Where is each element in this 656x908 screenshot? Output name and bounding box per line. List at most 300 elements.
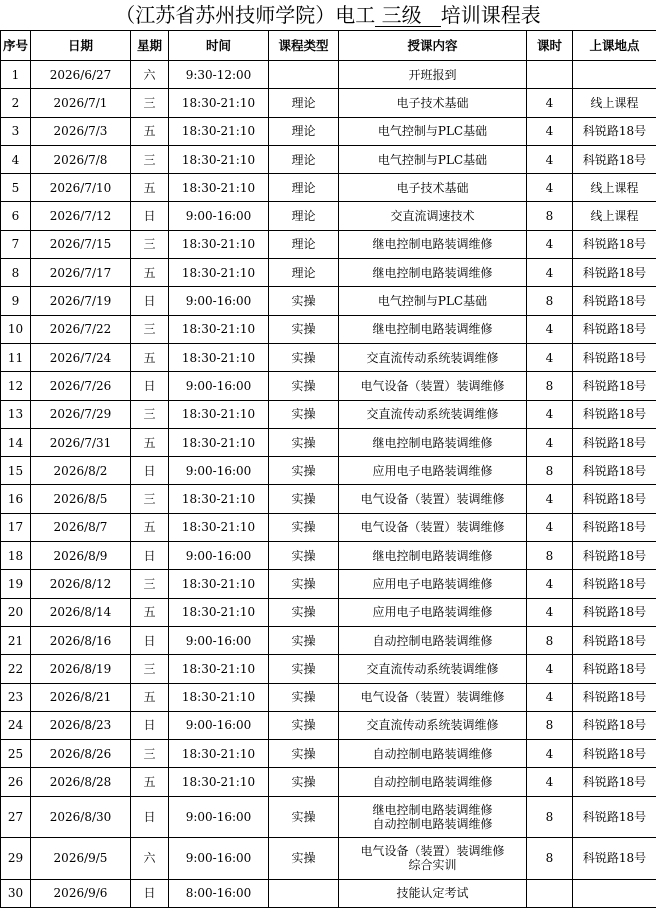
cell-content xyxy=(339,61,527,89)
cell-content xyxy=(339,400,527,428)
cell-weekday: 五 xyxy=(131,768,169,796)
cell-date: 2026/7/31 xyxy=(31,428,131,456)
cell-weekday: 日 xyxy=(131,879,169,907)
table-row xyxy=(1,117,656,145)
cell-no: 8 xyxy=(1,259,31,287)
cell-type: 实操 xyxy=(269,740,339,768)
cell-hours: 4 xyxy=(527,230,573,258)
cell-type: 实操 xyxy=(269,513,339,541)
cell-location: 线上课程 xyxy=(573,202,656,230)
cell-type xyxy=(269,61,339,89)
cell-no: 29 xyxy=(1,837,31,879)
cell-weekday: 日 xyxy=(131,711,169,739)
cell-date: 2026/8/26 xyxy=(31,740,131,768)
content-line: 自动控制电路装调维修 xyxy=(339,634,526,648)
cell-hours: 8 xyxy=(527,626,573,654)
header-hours: 课时 xyxy=(527,31,573,61)
cell-content xyxy=(339,570,527,598)
cell-time: 18:30-21:10 xyxy=(169,174,269,202)
cell-type: 理论 xyxy=(269,89,339,117)
cell-content xyxy=(339,837,527,879)
cell-hours: 4 xyxy=(527,343,573,371)
cell-content xyxy=(339,542,527,570)
cell-date: 2026/8/30 xyxy=(31,796,131,837)
table-row xyxy=(1,315,656,343)
cell-date: 2026/8/28 xyxy=(31,768,131,796)
cell-no: 3 xyxy=(1,117,31,145)
cell-hours: 4 xyxy=(527,428,573,456)
cell-location: 科锐路18号 xyxy=(573,513,656,541)
content-line: 应用电子电路装调维修 xyxy=(339,577,526,591)
cell-location: 科锐路18号 xyxy=(573,626,656,654)
cell-hours: 4 xyxy=(527,485,573,513)
cell-weekday: 三 xyxy=(131,570,169,598)
cell-date: 2026/8/16 xyxy=(31,626,131,654)
table-header-row xyxy=(1,31,656,61)
cell-no: 20 xyxy=(1,598,31,626)
title-level xyxy=(375,4,440,27)
content-line: 电子技术基础 xyxy=(339,181,526,195)
table-row xyxy=(1,570,656,598)
cell-weekday: 五 xyxy=(131,259,169,287)
cell-time: 8:00-16:00 xyxy=(169,879,269,907)
cell-location: 科锐路18号 xyxy=(573,570,656,598)
cell-location: 科锐路18号 xyxy=(573,343,656,371)
table-row xyxy=(1,145,656,173)
cell-time: 18:30-21:10 xyxy=(169,485,269,513)
table-row xyxy=(1,837,656,879)
cell-location: 科锐路18号 xyxy=(573,542,656,570)
cell-hours: 8 xyxy=(527,202,573,230)
cell-date: 2026/7/22 xyxy=(31,315,131,343)
cell-hours: 4 xyxy=(527,259,573,287)
content-line: 开班报到 xyxy=(339,68,526,82)
cell-hours: 4 xyxy=(527,683,573,711)
cell-weekday: 三 xyxy=(131,145,169,173)
cell-no: 17 xyxy=(1,513,31,541)
cell-location: 科锐路18号 xyxy=(573,768,656,796)
cell-hours: 8 xyxy=(527,542,573,570)
cell-type: 实操 xyxy=(269,485,339,513)
content-line: 电气控制与PLC基础 xyxy=(339,124,526,138)
cell-type: 实操 xyxy=(269,428,339,456)
cell-date: 2026/7/10 xyxy=(31,174,131,202)
content-line: 电气设备（装置）装调维修 xyxy=(339,492,526,506)
cell-content xyxy=(339,287,527,315)
cell-content xyxy=(339,879,527,907)
cell-hours: 4 xyxy=(527,89,573,117)
cell-hours: 4 xyxy=(527,513,573,541)
cell-weekday: 五 xyxy=(131,428,169,456)
cell-type: 实操 xyxy=(269,796,339,837)
cell-content xyxy=(339,768,527,796)
cell-hours: 8 xyxy=(527,711,573,739)
header-type: 课程类型 xyxy=(269,31,339,61)
cell-no: 14 xyxy=(1,428,31,456)
cell-no: 10 xyxy=(1,315,31,343)
cell-no: 30 xyxy=(1,879,31,907)
cell-date: 2026/7/8 xyxy=(31,145,131,173)
cell-time: 18:30-21:10 xyxy=(169,768,269,796)
cell-date: 2026/6/27 xyxy=(31,61,131,89)
cell-time: 18:30-21:10 xyxy=(169,513,269,541)
cell-content xyxy=(339,796,527,837)
cell-no: 12 xyxy=(1,372,31,400)
content-line: 电气设备（装置）装调维修 xyxy=(339,690,526,704)
content-line: 继电控制电路装调维修 xyxy=(339,322,526,336)
cell-type: 实操 xyxy=(269,626,339,654)
cell-date: 2026/7/15 xyxy=(31,230,131,258)
cell-hours: 4 xyxy=(527,400,573,428)
schedule-table xyxy=(0,30,656,908)
cell-date: 2026/8/21 xyxy=(31,683,131,711)
content-line: 交直流传动系统装调维修 xyxy=(339,718,526,732)
cell-date: 2026/7/17 xyxy=(31,259,131,287)
cell-content xyxy=(339,655,527,683)
cell-location: 科锐路18号 xyxy=(573,230,656,258)
content-line: 交直流调速技术 xyxy=(339,209,526,223)
cell-no: 26 xyxy=(1,768,31,796)
cell-type: 实操 xyxy=(269,768,339,796)
cell-time: 18:30-21:10 xyxy=(169,230,269,258)
header-weekday: 星期 xyxy=(131,31,169,61)
cell-hours: 8 xyxy=(527,372,573,400)
cell-time: 9:00-16:00 xyxy=(169,202,269,230)
content-line: 继电控制电路装调维修 xyxy=(339,549,526,563)
cell-date: 2026/9/5 xyxy=(31,837,131,879)
table-row xyxy=(1,655,656,683)
content-line: 综合实训 xyxy=(339,858,526,872)
cell-weekday: 日 xyxy=(131,457,169,485)
cell-content xyxy=(339,89,527,117)
cell-type: 实操 xyxy=(269,570,339,598)
cell-time: 18:30-21:10 xyxy=(169,145,269,173)
cell-time: 9:00-16:00 xyxy=(169,287,269,315)
cell-location xyxy=(573,61,656,89)
content-line: 继电控制电路装调维修 xyxy=(339,237,526,251)
cell-type: 实操 xyxy=(269,457,339,485)
content-line: 电气设备（装置）装调维修 xyxy=(339,379,526,393)
cell-date: 2026/8/2 xyxy=(31,457,131,485)
cell-time: 9:00-16:00 xyxy=(169,626,269,654)
cell-date: 2026/8/19 xyxy=(31,655,131,683)
content-line: 交直流传动系统装调维修 xyxy=(339,662,526,676)
cell-content xyxy=(339,740,527,768)
cell-time: 18:30-21:10 xyxy=(169,683,269,711)
cell-type: 理论 xyxy=(269,174,339,202)
cell-type: 理论 xyxy=(269,202,339,230)
table-row xyxy=(1,343,656,371)
content-line: 自动控制电路装调维修 xyxy=(339,775,526,789)
cell-time: 18:30-21:10 xyxy=(169,655,269,683)
cell-location: 科锐路18号 xyxy=(573,372,656,400)
content-line: 自动控制电路装调维修 xyxy=(339,747,526,761)
cell-content xyxy=(339,315,527,343)
cell-hours: 4 xyxy=(527,740,573,768)
cell-location: 线上课程 xyxy=(573,174,656,202)
cell-weekday: 三 xyxy=(131,740,169,768)
cell-time: 9:00-16:00 xyxy=(169,372,269,400)
cell-weekday: 五 xyxy=(131,513,169,541)
cell-hours: 8 xyxy=(527,457,573,485)
cell-time: 18:30-21:10 xyxy=(169,740,269,768)
cell-weekday: 日 xyxy=(131,542,169,570)
table-row xyxy=(1,513,656,541)
cell-type: 理论 xyxy=(269,145,339,173)
cell-hours xyxy=(527,61,573,89)
cell-no: 23 xyxy=(1,683,31,711)
cell-weekday: 五 xyxy=(131,174,169,202)
cell-weekday: 三 xyxy=(131,315,169,343)
cell-time: 9:00-16:00 xyxy=(169,457,269,485)
cell-no: 16 xyxy=(1,485,31,513)
cell-hours: 4 xyxy=(527,570,573,598)
cell-weekday: 三 xyxy=(131,89,169,117)
cell-no: 2 xyxy=(1,89,31,117)
title-level-text: 三级 xyxy=(382,3,422,27)
table-row xyxy=(1,287,656,315)
cell-time: 18:30-21:10 xyxy=(169,315,269,343)
cell-date: 2026/8/9 xyxy=(31,542,131,570)
cell-time: 9:00-16:00 xyxy=(169,542,269,570)
cell-location xyxy=(573,879,656,907)
cell-date: 2026/8/12 xyxy=(31,570,131,598)
cell-location: 科锐路18号 xyxy=(573,287,656,315)
cell-weekday: 三 xyxy=(131,230,169,258)
cell-date: 2026/7/12 xyxy=(31,202,131,230)
header-no: 序号 xyxy=(1,31,31,61)
table-row xyxy=(1,768,656,796)
cell-time: 18:30-21:10 xyxy=(169,117,269,145)
cell-weekday: 日 xyxy=(131,372,169,400)
content-line: 电气设备（装置）装调维修 xyxy=(339,844,526,858)
cell-content xyxy=(339,259,527,287)
table-row xyxy=(1,542,656,570)
cell-type: 理论 xyxy=(269,259,339,287)
cell-content xyxy=(339,711,527,739)
cell-content xyxy=(339,145,527,173)
header-content: 授课内容 xyxy=(339,31,527,61)
cell-type: 实操 xyxy=(269,400,339,428)
cell-time: 9:00-16:00 xyxy=(169,711,269,739)
cell-no: 25 xyxy=(1,740,31,768)
cell-no: 6 xyxy=(1,202,31,230)
table-row xyxy=(1,711,656,739)
table-row xyxy=(1,598,656,626)
cell-content xyxy=(339,457,527,485)
cell-weekday: 日 xyxy=(131,287,169,315)
table-row xyxy=(1,259,656,287)
cell-content xyxy=(339,683,527,711)
cell-content xyxy=(339,174,527,202)
cell-no: 24 xyxy=(1,711,31,739)
cell-location: 科锐路18号 xyxy=(573,145,656,173)
table-row xyxy=(1,89,656,117)
cell-no: 15 xyxy=(1,457,31,485)
cell-hours xyxy=(527,879,573,907)
content-line: 电气控制与PLC基础 xyxy=(339,153,526,167)
cell-location: 科锐路18号 xyxy=(573,400,656,428)
cell-hours: 8 xyxy=(527,837,573,879)
table-row xyxy=(1,626,656,654)
table-row xyxy=(1,174,656,202)
cell-type: 实操 xyxy=(269,542,339,570)
content-line: 应用电子电路装调维修 xyxy=(339,605,526,619)
cell-weekday: 日 xyxy=(131,796,169,837)
cell-weekday: 三 xyxy=(131,485,169,513)
header-location: 上课地点 xyxy=(573,31,656,61)
cell-no: 5 xyxy=(1,174,31,202)
cell-date: 2026/8/5 xyxy=(31,485,131,513)
cell-content xyxy=(339,485,527,513)
cell-time: 18:30-21:10 xyxy=(169,598,269,626)
cell-date: 2026/7/24 xyxy=(31,343,131,371)
cell-no: 1 xyxy=(1,61,31,89)
cell-location: 科锐路18号 xyxy=(573,683,656,711)
cell-hours: 4 xyxy=(527,655,573,683)
table-row xyxy=(1,61,656,89)
cell-location: 科锐路18号 xyxy=(573,598,656,626)
cell-no: 7 xyxy=(1,230,31,258)
cell-type xyxy=(269,879,339,907)
content-line: 电子技术基础 xyxy=(339,96,526,110)
cell-weekday: 日 xyxy=(131,626,169,654)
cell-no: 11 xyxy=(1,343,31,371)
cell-location: 科锐路18号 xyxy=(573,711,656,739)
cell-date: 2026/7/26 xyxy=(31,372,131,400)
cell-location: 科锐路18号 xyxy=(573,655,656,683)
cell-location: 线上课程 xyxy=(573,89,656,117)
cell-content xyxy=(339,428,527,456)
cell-type: 理论 xyxy=(269,117,339,145)
cell-type: 实操 xyxy=(269,315,339,343)
cell-location: 科锐路18号 xyxy=(573,740,656,768)
cell-weekday: 三 xyxy=(131,655,169,683)
content-line: 继电控制电路装调维修 xyxy=(339,436,526,450)
cell-hours: 4 xyxy=(527,598,573,626)
cell-type: 实操 xyxy=(269,837,339,879)
cell-weekday: 五 xyxy=(131,117,169,145)
content-line: 技能认定考试 xyxy=(339,886,526,900)
cell-time: 9:00-16:00 xyxy=(169,837,269,879)
cell-location: 科锐路18号 xyxy=(573,796,656,837)
table-row xyxy=(1,428,656,456)
cell-content xyxy=(339,598,527,626)
content-line: 自动控制电路装调维修 xyxy=(339,817,526,831)
cell-hours: 4 xyxy=(527,315,573,343)
cell-type: 实操 xyxy=(269,655,339,683)
page-title xyxy=(0,0,656,30)
table-body xyxy=(1,61,656,908)
cell-no: 13 xyxy=(1,400,31,428)
cell-no: 27 xyxy=(1,796,31,837)
cell-content xyxy=(339,230,527,258)
cell-time: 18:30-21:10 xyxy=(169,89,269,117)
content-line: 电气控制与PLC基础 xyxy=(339,294,526,308)
cell-weekday: 六 xyxy=(131,61,169,89)
cell-location: 科锐路18号 xyxy=(573,428,656,456)
content-line: 交直流传动系统装调维修 xyxy=(339,407,526,421)
cell-location: 科锐路18号 xyxy=(573,485,656,513)
cell-content xyxy=(339,117,527,145)
cell-time: 9:00-16:00 xyxy=(169,796,269,837)
content-line: 继电控制电路装调维修 xyxy=(339,266,526,280)
cell-weekday: 日 xyxy=(131,202,169,230)
cell-hours: 8 xyxy=(527,796,573,837)
cell-location: 科锐路18号 xyxy=(573,315,656,343)
cell-date: 2026/7/3 xyxy=(31,117,131,145)
cell-type: 实操 xyxy=(269,711,339,739)
cell-time: 9:30-12:00 xyxy=(169,61,269,89)
cell-hours: 4 xyxy=(527,117,573,145)
cell-date: 2026/8/23 xyxy=(31,711,131,739)
cell-no: 4 xyxy=(1,145,31,173)
table-row xyxy=(1,202,656,230)
table-row xyxy=(1,400,656,428)
cell-no: 22 xyxy=(1,655,31,683)
cell-time: 18:30-21:10 xyxy=(169,343,269,371)
cell-location: 科锐路18号 xyxy=(573,837,656,879)
cell-type: 理论 xyxy=(269,230,339,258)
cell-weekday: 五 xyxy=(131,683,169,711)
cell-weekday: 五 xyxy=(131,598,169,626)
content-line: 应用电子电路装调维修 xyxy=(339,464,526,478)
table-row xyxy=(1,879,656,907)
cell-content xyxy=(339,513,527,541)
table-row xyxy=(1,796,656,837)
cell-date: 2026/8/14 xyxy=(31,598,131,626)
cell-time: 18:30-21:10 xyxy=(169,428,269,456)
cell-time: 18:30-21:10 xyxy=(169,400,269,428)
cell-type: 实操 xyxy=(269,343,339,371)
cell-date: 2026/7/1 xyxy=(31,89,131,117)
cell-type: 实操 xyxy=(269,598,339,626)
cell-content xyxy=(339,202,527,230)
header-date: 日期 xyxy=(31,31,131,61)
cell-no: 19 xyxy=(1,570,31,598)
cell-time: 18:30-21:10 xyxy=(169,570,269,598)
cell-no: 18 xyxy=(1,542,31,570)
content-line: 电气设备（装置）装调维修 xyxy=(339,520,526,534)
cell-date: 2026/7/19 xyxy=(31,287,131,315)
cell-content xyxy=(339,372,527,400)
title-suffix: 培训课程表 xyxy=(441,3,541,27)
cell-location: 科锐路18号 xyxy=(573,117,656,145)
cell-hours: 4 xyxy=(527,768,573,796)
cell-type: 实操 xyxy=(269,683,339,711)
cell-date: 2026/7/29 xyxy=(31,400,131,428)
cell-hours: 4 xyxy=(527,145,573,173)
table-row xyxy=(1,230,656,258)
cell-type: 实操 xyxy=(269,287,339,315)
cell-content xyxy=(339,626,527,654)
table-row xyxy=(1,683,656,711)
cell-no: 9 xyxy=(1,287,31,315)
table-row xyxy=(1,457,656,485)
cell-content xyxy=(339,343,527,371)
cell-no: 21 xyxy=(1,626,31,654)
title-prefix: （江苏省苏州技师学院）电工 xyxy=(115,3,375,27)
cell-time: 18:30-21:10 xyxy=(169,259,269,287)
cell-type: 实操 xyxy=(269,372,339,400)
cell-weekday: 五 xyxy=(131,343,169,371)
content-line: 继电控制电路装调维修 xyxy=(339,803,526,817)
table-row xyxy=(1,485,656,513)
content-line: 交直流传动系统装调维修 xyxy=(339,351,526,365)
cell-location: 科锐路18号 xyxy=(573,457,656,485)
cell-date: 2026/8/7 xyxy=(31,513,131,541)
cell-hours: 4 xyxy=(527,174,573,202)
